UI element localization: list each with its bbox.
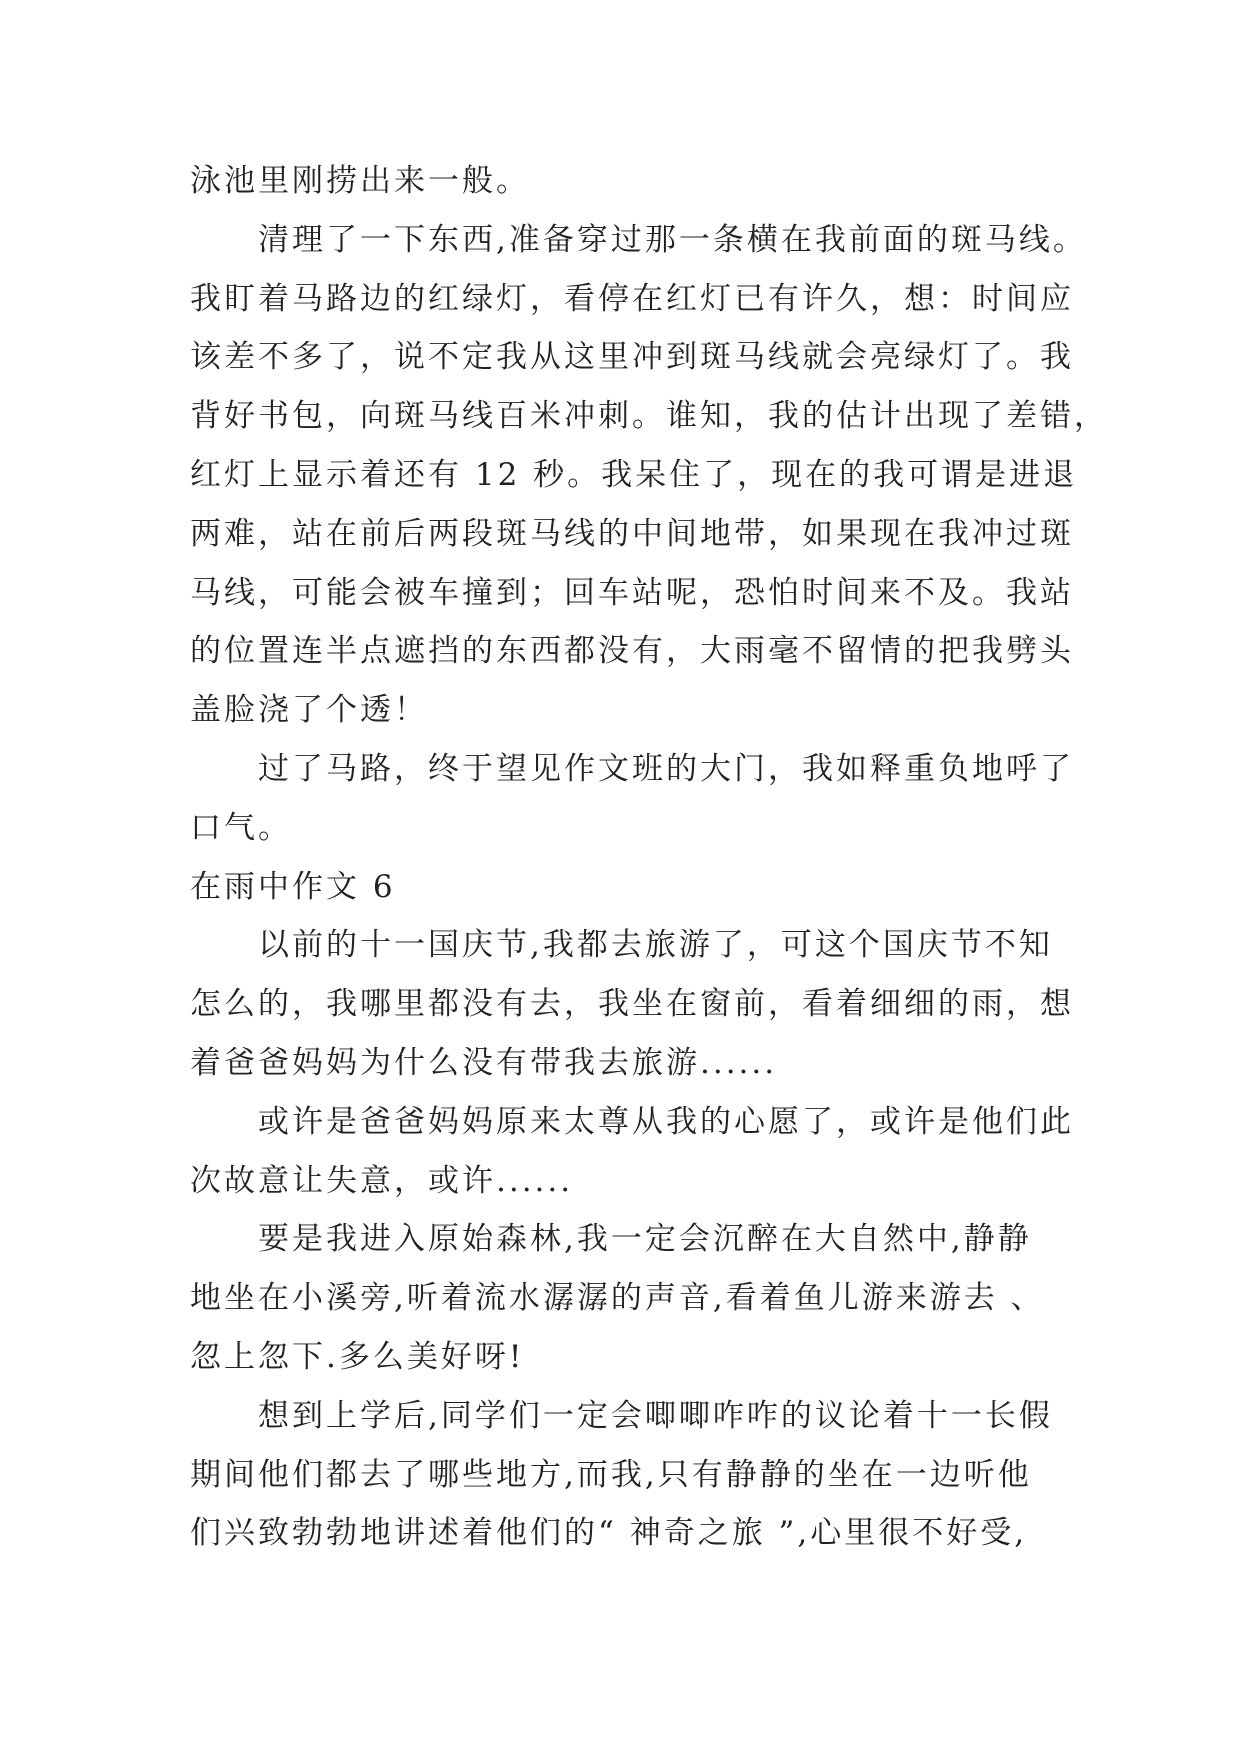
text-line: 泳池里刚捞出来一般。 — [190, 163, 530, 199]
text-line: 们兴致勃勃地讲述着他们的“ 神奇之旅 ”,心里很不好受, — [190, 1515, 1028, 1552]
text-line: 要是我进入原始森林,我一定会沉醉在大自然中,静静 — [258, 1221, 1032, 1258]
text-line: 两难，站在前后两段斑马线的中间地带，如果现在我冲过斑 — [190, 515, 1074, 552]
text-line: 想到上学后,同学们一定会唧唧咋咋的议论着十一长假 — [258, 1397, 1053, 1434]
text-line: 过了马路，终于望见作文班的大门，我如释重负地呼了 — [258, 750, 1074, 787]
text-line: 着爸爸妈妈为什么没有带我去旅游...... — [190, 1044, 778, 1081]
text-line: 口气。 — [190, 809, 292, 846]
text-line: 该差不多了，说不定我从这里冲到斑马线就会亮绿灯了。我 — [190, 339, 1074, 376]
text-line: 我盯着马路边的红绿灯，看停在红灯已有许久，想：时间应 — [190, 280, 1074, 317]
text-line: 红灯上显示着还有 12 秒。我呆住了，现在的我可谓是进退 — [190, 456, 1078, 493]
text-line: 或许是爸爸妈妈原来太尊从我的心愿了，或许是他们此 — [258, 1103, 1074, 1140]
text-line: 的位置连半点遮挡的东西都没有，大雨毫不留情的把我劈头 — [190, 633, 1074, 670]
text-line: 期间他们都去了哪些地方,而我,只有静静的坐在一边听他 — [190, 1456, 1032, 1493]
document-body — [190, 152, 1108, 1563]
text-line: 地坐在小溪旁,听着流水潺潺的声音,看着鱼儿游来游去 、 — [190, 1280, 1045, 1317]
text-line: 忽上忽下.多么美好呀! — [190, 1338, 525, 1375]
text-line: 马线，可能会被车撞到；回车站呢，恐怕时间来不及。我站 — [190, 574, 1074, 611]
text-line: 背好书包，向斑马线百米冲刺。谁知，我的估计出现了差错， — [190, 398, 1108, 435]
text-line: 以前的十一国庆节,我都去旅游了，可这个国庆节不知 — [258, 927, 1053, 964]
text-line: 次故意让失意，或许...... — [190, 1162, 574, 1199]
section-heading: 在雨中作文 6 — [190, 868, 396, 905]
text-line: 怎么的，我哪里都没有去，我坐在窗前，看着细细的雨，想 — [190, 986, 1074, 1023]
text-line: 清理了一下东西,准备穿过那一条横在我前面的斑马线。 — [258, 221, 1087, 258]
text-line: 盖脸浇了个透！ — [190, 692, 428, 729]
